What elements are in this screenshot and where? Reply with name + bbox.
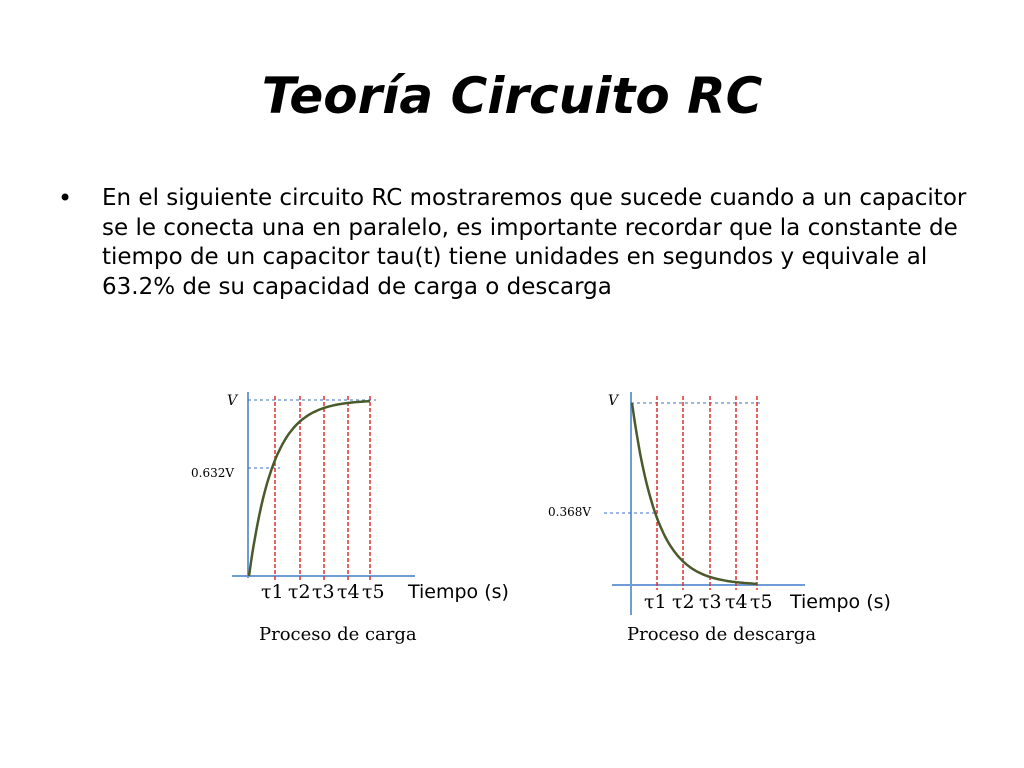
discharge-chart bbox=[548, 392, 891, 645]
charge-tau-label-1: τ1 bbox=[261, 581, 284, 603]
charge-caption: Proceso de carga bbox=[259, 624, 417, 645]
discharge-y-label: V bbox=[608, 393, 619, 409]
discharge-curve bbox=[632, 403, 757, 584]
discharge-tau-label-1: τ1 bbox=[644, 591, 667, 613]
charge-x-label: Tiempo (s) bbox=[408, 581, 509, 603]
charge-chart bbox=[191, 392, 509, 645]
charge-tau-lines bbox=[275, 396, 370, 582]
discharge-tau-label-4: τ4 bbox=[725, 591, 748, 613]
discharge-caption: Proceso de descarga bbox=[627, 624, 817, 645]
charge-tau-label-2: τ2 bbox=[288, 581, 311, 603]
discharge-tau-label-5: τ5 bbox=[750, 591, 773, 613]
discharge-level-label: 0.368V bbox=[548, 505, 592, 519]
charge-curve bbox=[249, 401, 370, 576]
discharge-tau-label-3: τ3 bbox=[699, 591, 722, 613]
discharge-x-label: Tiempo (s) bbox=[790, 591, 891, 613]
slide-title: Teoría Circuito RC bbox=[261, 67, 763, 125]
discharge-tau-labels bbox=[644, 591, 773, 613]
charge-tau-labels bbox=[261, 581, 385, 603]
charge-y-label: V bbox=[227, 393, 238, 409]
charge-tau-label-3: τ3 bbox=[312, 581, 335, 603]
discharge-tau-lines bbox=[657, 396, 757, 590]
bullet-text: En el siguiente circuito RC mostraremos que sucede cuando a un capacitor se le conecta una en paralelo, es importante recordar que la constante de tiempo de un capacitor tau(t) tiene unidades en segundos y equivale al 63.2% de su capacidad de carga o descarga bbox=[102, 185, 967, 300]
bullet-dot: • bbox=[58, 184, 73, 212]
discharge-tau-label-2: τ2 bbox=[672, 591, 695, 613]
charge-tau-label-5: τ5 bbox=[362, 581, 385, 603]
charge-level-label: 0.632V bbox=[191, 466, 235, 480]
charge-tau-label-4: τ4 bbox=[337, 581, 360, 603]
